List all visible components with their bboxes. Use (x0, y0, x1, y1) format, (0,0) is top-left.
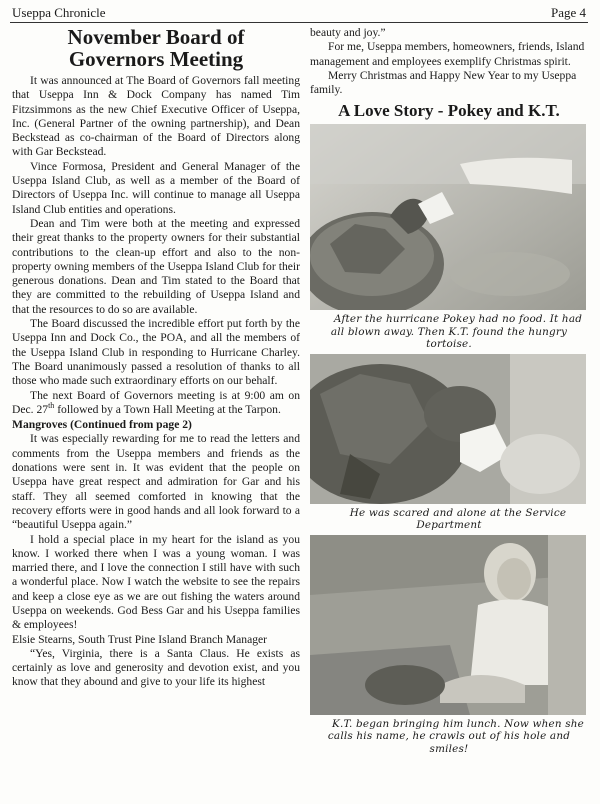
left-column (12, 26, 300, 800)
mangroves-subhead: Mangroves (Continued from page 2) (12, 418, 192, 432)
article-paragraph: Merry Christmas and Happy New Year to my Useppa family. (310, 68, 577, 97)
tortoise-photo-icon (310, 124, 586, 310)
article-paragraph: I hold a special place in my heart for the island as you know. I worked there when I was a young woman. I was married there, and I love the connection I still have with such a wonderful place. Now I watch the website to see the repairs and keep a close eye as we are out fishing the waters around Useppa on weekends. God Bess Gar and his Useppa families & employees! (12, 532, 300, 632)
article-paragraph: “Yes, Virginia, there is a Santa Claus. He exists as certainly as love and generosity and devotion exist, and you know that they abound and give to your life its highest (12, 646, 300, 689)
tortoise-photo (310, 124, 586, 310)
article-paragraph: The Board discussed the incredible effort put forth by the Useppa Inn and Dock Co., the POA, and all the members of the Useppa Island Club in responding to Hurricane Charley. The Board unanimously passed a resolution of thanks to all those who made such extraordinary efforts on our behalf. (12, 317, 300, 388)
tortoise-eating-photo-icon (310, 354, 586, 504)
publication-name: Useppa Chronicle (12, 5, 106, 20)
right-column (310, 26, 588, 800)
article-paragraph: Vince Formosa, President and General Manager of the Useppa Island Club, as well as a member of the Board of Directors of Useppa Inc. will continue to manage all Useppa Island Club entities and operations. (12, 159, 300, 216)
article-paragraph: It was especially rewarding for me to read the letters and comments from the Useppa members and friends as the donations were sent in. It was evident that the people on Useppa have great respect and admiration for Gar and his staff. They all seemed comforted in knowing that the recovery efforts were in good hands and all look forward to a “beautiful Useppa again.” (12, 432, 300, 532)
article-paragraph: Dean and Tim were both at the meeting and expressed their great thanks to the property owners for their substantial contributions to the clean-up effort and also to the non-property owning members of the Useppa Island Club for their generous donations. Dean and Tim stated to the Board that they are committed to the rebuilding of Useppa Island and that the resources to do so are available. (12, 216, 300, 316)
tortoise-eating-photo (310, 354, 586, 504)
page-header (10, 4, 588, 23)
photo-caption: After the hurricane Pokey had no food. It had all blown away. Then K.T. found the hungry tortoise. (330, 313, 583, 351)
article-paragraph: It was announced at The Board of Governors fall meeting that Useppa Inn & Dock Company has named Tim Fitzsimmons as the new Chief Executive Officer of Useppa, Inc. (General Partner of the owning partnership), and Dean Beckstead as co-chairman of the Board of Directors along with Gar Beckstead. (12, 74, 300, 159)
article-paragraph: For me, Useppa members, homeowners, friends, Island management and employees exemplify Christmas spirit. (310, 40, 585, 68)
photo-caption: He was scared and alone at the Service Department (349, 506, 567, 532)
page-number: Page 4 (550, 5, 586, 20)
love-story-title: A Love Story - Pokey and K.T. (338, 101, 560, 121)
continued-text: beauty and joy.” (310, 26, 386, 39)
next-meeting-paragraph: The next Board of Governors meeting is at 9:00 am on Dec. 27th followed by a Town Hall Meeting at the Tarpon. (12, 388, 300, 416)
board-article-title: November Board of Governors Meeting (67, 26, 245, 71)
photo-caption: K.T. began bringing him lunch. Now when she calls his name, he crawls out of his hole and smiles! (327, 717, 584, 755)
woman-with-tortoise-photo (310, 535, 586, 715)
signature-line: Elsie Stearns, South Trust Pine Island Branch Manager (12, 632, 268, 646)
woman-with-tortoise-photo-icon (310, 535, 586, 715)
